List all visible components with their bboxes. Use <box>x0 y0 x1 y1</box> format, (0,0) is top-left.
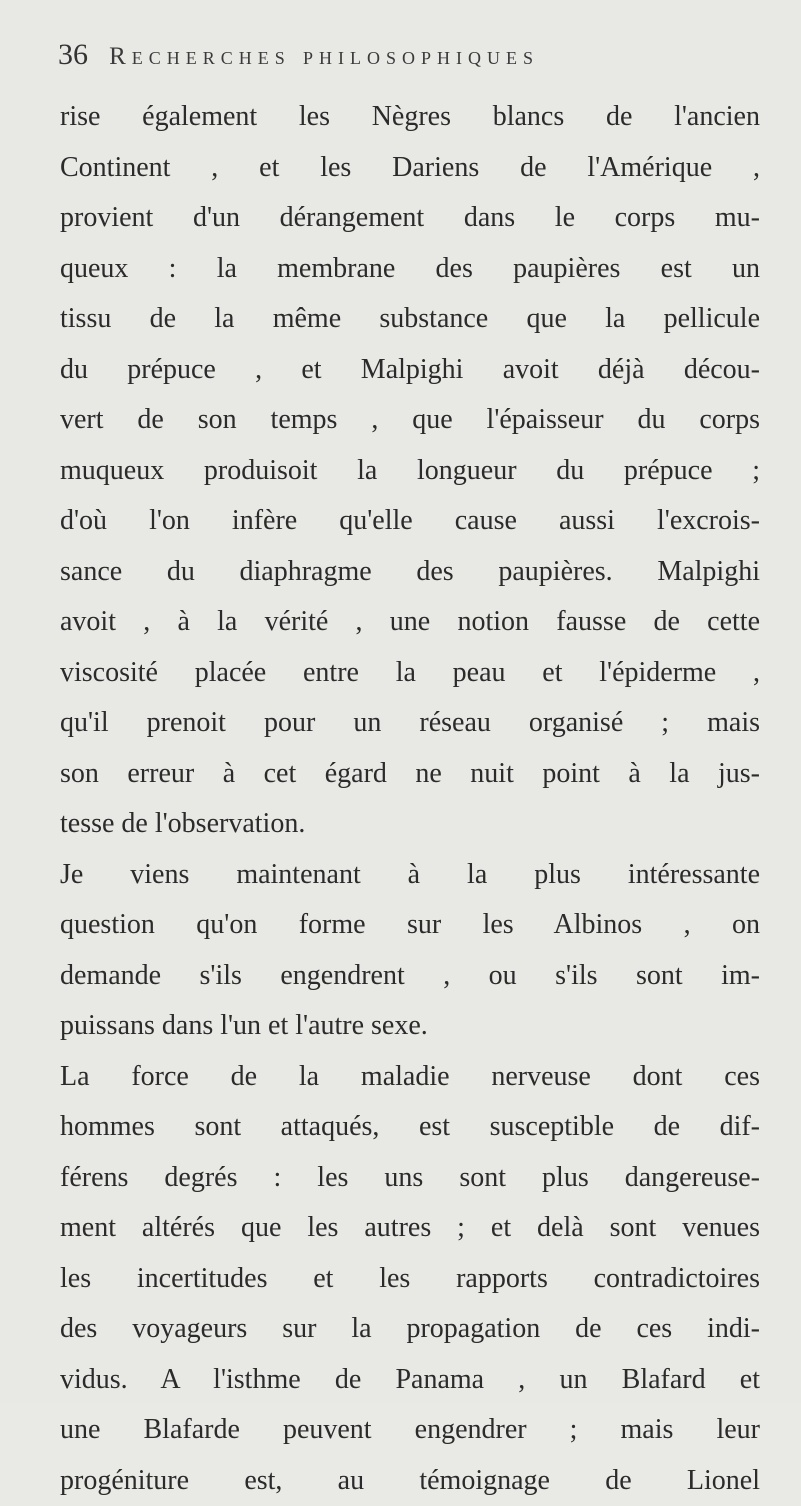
text-line: férens degrés : les uns sont plus dangereuse- <box>60 1153 760 1204</box>
text-line: Continent , et les Dariens de l'Amérique , <box>60 143 760 194</box>
text-line: Je viens maintenant à la plus intéressante <box>60 850 760 901</box>
text-line: une Blafarde peuvent engendrer ; mais leur <box>60 1405 760 1456</box>
text-line: avoit , à la vérité , une notion fausse de cette <box>60 597 760 648</box>
text-line: viscosité placée entre la peau et l'épiderme , <box>60 648 760 699</box>
page-header <box>58 38 758 82</box>
text-line: d'où l'on infère qu'elle cause aussi l'excrois- <box>60 496 760 547</box>
text-line: ment altérés que les autres ; et delà sont venues <box>60 1203 760 1254</box>
text-line: les incertitudes et les rapports contradictoires <box>60 1254 760 1305</box>
text-line: des voyageurs sur la propagation de ces indi- <box>60 1304 760 1355</box>
text-line: du prépuce , et Malpighi avoit déjà décou- <box>60 345 760 396</box>
text-line: La force de la maladie nerveuse dont ces <box>60 1052 760 1103</box>
text-line: hommes sont attaqués, est susceptible de dif- <box>60 1102 760 1153</box>
text-line: tissu de la même substance que la pellicule <box>60 294 760 345</box>
text-line: vert de son temps , que l'épaisseur du corps <box>60 395 760 446</box>
text-line: sance du diaphragme des paupières. Malpighi <box>60 547 760 598</box>
text-line: provient d'un dérangement dans le corps mu- <box>60 193 760 244</box>
text-line: muqueux produisoit la longueur du prépuce ; <box>60 446 760 497</box>
text-line: progéniture est, au témoignage de Lionel <box>60 1456 760 1506</box>
text-line: question qu'on forme sur les Albinos , on <box>60 900 760 951</box>
text-line: tesse de l'observation. <box>60 799 760 850</box>
text-line: vidus. A l'isthme de Panama , un Blafard et <box>60 1355 760 1406</box>
text-line: rise également les Nègres blancs de l'ancien <box>60 92 760 143</box>
text-line: qu'il prenoit pour un réseau organisé ; mais <box>60 698 760 749</box>
body-text <box>60 92 760 1506</box>
text-line: puissans dans l'un et l'autre sexe. <box>60 1001 760 1052</box>
text-line: demande s'ils engendrent , ou s'ils sont im- <box>60 951 760 1002</box>
page-number: 36 <box>58 38 88 71</box>
running-title: Recherches philosophiques <box>109 43 539 70</box>
text-line: queux : la membrane des paupières est un <box>60 244 760 295</box>
text-line: son erreur à cet égard ne nuit point à la jus- <box>60 749 760 800</box>
